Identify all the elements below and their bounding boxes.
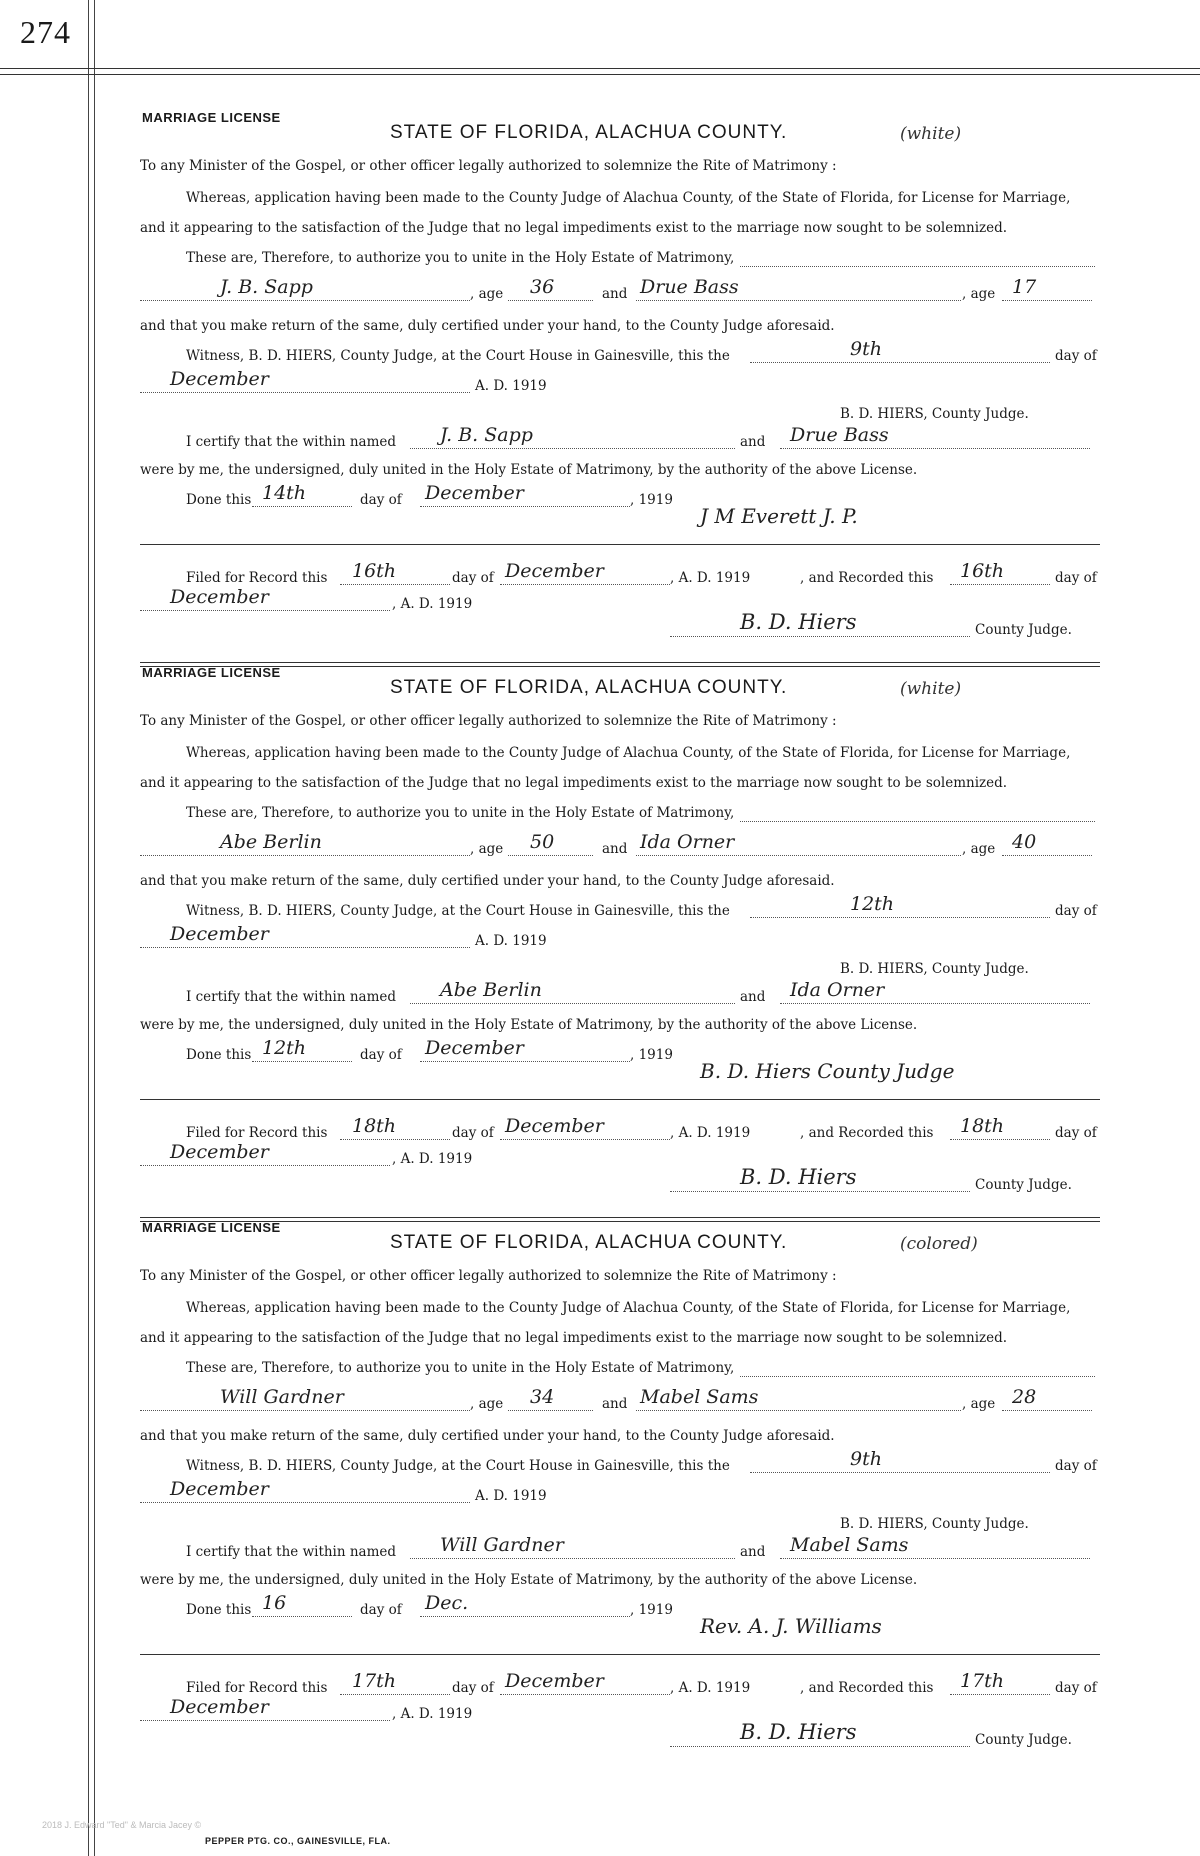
and-label: and <box>740 434 766 450</box>
recorded-month-line <box>140 610 390 611</box>
groom-line <box>140 300 470 301</box>
day-of-label: day of <box>360 1602 402 1618</box>
race-note: (colored) <box>900 1234 978 1254</box>
officiant-signature: J M Everett J. P. <box>700 504 858 528</box>
cert-groom: J. B. Sapp <box>440 424 533 446</box>
filed-day: 17th <box>352 1670 397 1692</box>
day-of-label: day of <box>360 492 402 508</box>
judge-signature: B. D. HIERS, County Judge. <box>840 406 1029 422</box>
appearing-line: and it appearing to the satisfaction of the Judge that no legal impediments exist to the marriage now sought to be solemnized. <box>140 775 1008 791</box>
whereas-line: Whereas, application having been made to the County Judge of Alachua County, of the State of Florida, for License for Marriage, <box>186 745 1071 761</box>
recorded-month: December <box>170 586 269 608</box>
groom-age-line <box>508 1410 593 1411</box>
state-title: STATE OF FLORIDA, ALACHUA COUNTY. <box>390 677 788 698</box>
recorder-line <box>670 1191 970 1192</box>
filed-month: December <box>505 1115 604 1137</box>
section-rule-2 <box>140 666 1100 667</box>
done-day-line <box>252 1616 352 1617</box>
county-judge-label: County Judge. <box>975 1732 1072 1748</box>
license-type: MARRIAGE LICENSE <box>142 665 281 680</box>
day-of-label: day of <box>1055 903 1097 919</box>
cert-bride: Drue Bass <box>790 424 889 446</box>
witness-day-line <box>750 362 1050 363</box>
filed-label: Filed for Record this <box>186 570 328 586</box>
were-by-me-line: were by me, the undersigned, duly united in the Holy Estate of Matrimony, by the authority of the above License. <box>140 1017 918 1033</box>
cert-groom: Abe Berlin <box>440 979 542 1001</box>
and-label: and <box>602 1396 628 1412</box>
groom-line <box>140 855 470 856</box>
return-line: and that you make return of the same, duly certified under your hand, to the County Judge aforesaid. <box>140 318 835 334</box>
done-day: 12th <box>262 1037 307 1059</box>
groom-age: 50 <box>530 831 555 853</box>
day-of-label: day of <box>452 570 494 586</box>
these-are-line: These are, Therefore, to authorize you to unite in the Holy Estate of Matrimony, <box>186 805 735 821</box>
done-month-line <box>420 506 630 507</box>
cert-bride: Ida Orner <box>790 979 885 1001</box>
done-day: 16 <box>262 1592 287 1614</box>
recorded-month: December <box>170 1141 269 1163</box>
day-of-label: day of <box>452 1680 494 1696</box>
recorded-label: , and Recorded this <box>800 1680 934 1696</box>
license-type: MARRIAGE LICENSE <box>142 1220 281 1235</box>
done-day-line <box>252 506 352 507</box>
witness-day-line <box>750 1472 1050 1473</box>
bride-name: Mabel Sams <box>640 1386 759 1408</box>
ad-label: A. D. 1919 <box>475 933 547 949</box>
race-note: (white) <box>900 679 962 699</box>
certify-line: I certify that the within named <box>186 434 397 450</box>
and-label: and <box>602 286 628 302</box>
recorded-day-line <box>950 584 1050 585</box>
recorder-signature: B. D. Hiers <box>740 1165 857 1189</box>
recorded-day: 16th <box>960 560 1005 582</box>
state-title: STATE OF FLORIDA, ALACHUA COUNTY. <box>390 1232 788 1253</box>
top-rule <box>0 68 1200 69</box>
filed-month-line <box>500 1139 670 1140</box>
ad-label: , A. D. 1919 <box>670 1125 751 1141</box>
groom-age-line <box>508 855 593 856</box>
day-of-label: day of <box>1055 1680 1097 1696</box>
filed-day-line <box>340 1139 450 1140</box>
done-this-label: Done this <box>186 1602 252 1618</box>
done-month: December <box>425 482 524 504</box>
witness-month: December <box>170 1478 269 1500</box>
witness-day: 12th <box>850 893 895 915</box>
filed-label: Filed for Record this <box>186 1125 328 1141</box>
cert-bride-line <box>780 1558 1090 1559</box>
cert-bride: Mabel Sams <box>790 1534 909 1556</box>
witness-day: 9th <box>850 338 882 360</box>
bride-line <box>636 300 961 301</box>
witness-month-line <box>140 392 470 393</box>
groom-name: J. B. Sapp <box>220 276 313 298</box>
to-any-line: To any Minister of the Gospel, or other officer legally authorized to solemnize the Rite of Matrimony : <box>140 713 837 729</box>
certify-line: I certify that the within named <box>186 989 397 1005</box>
whereas-line: Whereas, application having been made to the County Judge of Alachua County, of the State of Florida, for License for Marriage, <box>186 190 1071 206</box>
and-label: and <box>740 1544 766 1560</box>
recorded-day: 18th <box>960 1115 1005 1137</box>
ad-label: , A. D. 1919 <box>670 1680 751 1696</box>
ad-end-label: , A. D. 1919 <box>392 596 473 612</box>
age-label: , age <box>962 1396 996 1412</box>
return-line: and that you make return of the same, duly certified under your hand, to the County Judge aforesaid. <box>140 1428 835 1444</box>
recorded-day-line <box>950 1694 1050 1695</box>
bride-name: Ida Orner <box>640 831 735 853</box>
cert-groom: Will Gardner <box>440 1534 564 1556</box>
witness-month: December <box>170 368 269 390</box>
divider <box>140 544 1100 545</box>
day-of-label: day of <box>360 1047 402 1063</box>
recorded-month: December <box>170 1696 269 1718</box>
witness-line: Witness, B. D. HIERS, County Judge, at the Court House in Gainesville, this the <box>186 1458 730 1474</box>
left-margin-line <box>88 0 89 1856</box>
filed-month: December <box>505 560 604 582</box>
and-label: and <box>740 989 766 1005</box>
done-day: 14th <box>262 482 307 504</box>
day-of-label: day of <box>1055 1458 1097 1474</box>
filed-day: 18th <box>352 1115 397 1137</box>
filed-day-line <box>340 584 450 585</box>
groom-age-line <box>508 300 593 301</box>
page-number: 274 <box>20 14 71 50</box>
printer-footer: PEPPER PTG. CO., GAINESVILLE, FLA. <box>205 1836 391 1846</box>
groom-age: 34 <box>530 1386 555 1408</box>
ad-label: , A. D. 1919 <box>670 570 751 586</box>
done-month-line <box>420 1061 630 1062</box>
recorder-signature: B. D. Hiers <box>740 1720 857 1744</box>
were-by-me-line: were by me, the undersigned, duly united in the Holy Estate of Matrimony, by the authority of the above License. <box>140 1572 918 1588</box>
county-judge-label: County Judge. <box>975 622 1072 638</box>
cert-groom-line <box>410 1003 735 1004</box>
witness-day: 9th <box>850 1448 882 1470</box>
witness-month-line <box>140 947 470 948</box>
day-of-label: day of <box>1055 348 1097 364</box>
groom-line <box>140 1410 470 1411</box>
bride-line <box>636 855 961 856</box>
to-any-line: To any Minister of the Gospel, or other officer legally authorized to solemnize the Rite of Matrimony : <box>140 158 837 174</box>
done-month: December <box>425 1037 524 1059</box>
return-line: and that you make return of the same, duly certified under your hand, to the County Judge aforesaid. <box>140 873 835 889</box>
dotted-line <box>740 1376 1095 1377</box>
filed-month: December <box>505 1670 604 1692</box>
section-rule-2 <box>140 1221 1100 1222</box>
bride-age-line <box>1002 855 1092 856</box>
and-label: and <box>602 841 628 857</box>
done-this-label: Done this <box>186 1047 252 1063</box>
done-month: Dec. <box>425 1592 469 1614</box>
done-day-line <box>252 1061 352 1062</box>
recorder-line <box>670 636 970 637</box>
bride-age-line <box>1002 300 1092 301</box>
recorded-label: , and Recorded this <box>800 570 934 586</box>
filed-day-line <box>340 1694 450 1695</box>
year-label: , 1919 <box>630 1047 673 1063</box>
cert-groom-line <box>410 1558 735 1559</box>
top-rule-inner <box>0 74 1200 75</box>
groom-age: 36 <box>530 276 555 298</box>
filed-month-line <box>500 584 670 585</box>
appearing-line: and it appearing to the satisfaction of the Judge that no legal impediments exist to the marriage now sought to be solemnized. <box>140 1330 1008 1346</box>
section-rule <box>140 1217 1100 1218</box>
bride-age: 40 <box>1012 831 1037 853</box>
day-of-label: day of <box>452 1125 494 1141</box>
bride-age-line <box>1002 1410 1092 1411</box>
officiant-signature: Rev. A. J. Williams <box>700 1614 882 1638</box>
bride-age: 17 <box>1012 276 1037 298</box>
these-are-line: These are, Therefore, to authorize you to unite in the Holy Estate of Matrimony, <box>186 1360 735 1376</box>
license-type: MARRIAGE LICENSE <box>142 110 281 125</box>
divider <box>140 1654 1100 1655</box>
these-are-line: These are, Therefore, to authorize you to unite in the Holy Estate of Matrimony, <box>186 250 735 266</box>
race-note: (white) <box>900 124 962 144</box>
divider <box>140 1099 1100 1100</box>
to-any-line: To any Minister of the Gospel, or other officer legally authorized to solemnize the Rite of Matrimony : <box>140 1268 837 1284</box>
recorded-day-line <box>950 1139 1050 1140</box>
recorder-signature: B. D. Hiers <box>740 610 857 634</box>
recorded-label: , and Recorded this <box>800 1125 934 1141</box>
ad-end-label: , A. D. 1919 <box>392 1151 473 1167</box>
dotted-line <box>740 266 1095 267</box>
recorded-month-line <box>140 1165 390 1166</box>
bride-age: 28 <box>1012 1386 1037 1408</box>
witness-line: Witness, B. D. HIERS, County Judge, at the Court House in Gainesville, this the <box>186 903 730 919</box>
day-of-label: day of <box>1055 1125 1097 1141</box>
recorded-month-line <box>140 1720 390 1721</box>
judge-signature: B. D. HIERS, County Judge. <box>840 961 1029 977</box>
cert-bride-line <box>780 1003 1090 1004</box>
day-of-label: day of <box>1055 570 1097 586</box>
officiant-signature: B. D. Hiers County Judge <box>700 1059 955 1083</box>
age-label: , age <box>470 1396 504 1412</box>
witness-month: December <box>170 923 269 945</box>
witness-line: Witness, B. D. HIERS, County Judge, at the Court House in Gainesville, this the <box>186 348 730 364</box>
witness-month-line <box>140 1502 470 1503</box>
age-label: , age <box>470 841 504 857</box>
county-judge-label: County Judge. <box>975 1177 1072 1193</box>
age-label: , age <box>962 286 996 302</box>
whereas-line: Whereas, application having been made to the County Judge of Alachua County, of the State of Florida, for License for Marriage, <box>186 1300 1071 1316</box>
groom-name: Will Gardner <box>220 1386 344 1408</box>
done-month-line <box>420 1616 630 1617</box>
age-label: , age <box>962 841 996 857</box>
bride-name: Drue Bass <box>640 276 739 298</box>
watermark: 2018 J. Edward "Ted" & Marcia Jacey © <box>42 1820 202 1830</box>
filed-day: 16th <box>352 560 397 582</box>
filed-label: Filed for Record this <box>186 1680 328 1696</box>
filed-month-line <box>500 1694 670 1695</box>
dotted-line <box>740 821 1095 822</box>
cert-bride-line <box>780 448 1090 449</box>
left-margin-line-inner <box>94 0 95 1856</box>
witness-day-line <box>750 917 1050 918</box>
bride-line <box>636 1410 961 1411</box>
recorder-line <box>670 1746 970 1747</box>
recorded-day: 17th <box>960 1670 1005 1692</box>
year-label: , 1919 <box>630 492 673 508</box>
done-this-label: Done this <box>186 492 252 508</box>
section-rule <box>140 662 1100 663</box>
ad-label: A. D. 1919 <box>475 378 547 394</box>
appearing-line: and it appearing to the satisfaction of the Judge that no legal impediments exist to the marriage now sought to be solemnized. <box>140 220 1008 236</box>
groom-name: Abe Berlin <box>220 831 322 853</box>
year-label: , 1919 <box>630 1602 673 1618</box>
state-title: STATE OF FLORIDA, ALACHUA COUNTY. <box>390 122 788 143</box>
certify-line: I certify that the within named <box>186 1544 397 1560</box>
age-label: , age <box>470 286 504 302</box>
ad-end-label: , A. D. 1919 <box>392 1706 473 1722</box>
ad-label: A. D. 1919 <box>475 1488 547 1504</box>
judge-signature: B. D. HIERS, County Judge. <box>840 1516 1029 1532</box>
cert-groom-line <box>410 448 735 449</box>
were-by-me-line: were by me, the undersigned, duly united in the Holy Estate of Matrimony, by the authority of the above License. <box>140 462 918 478</box>
